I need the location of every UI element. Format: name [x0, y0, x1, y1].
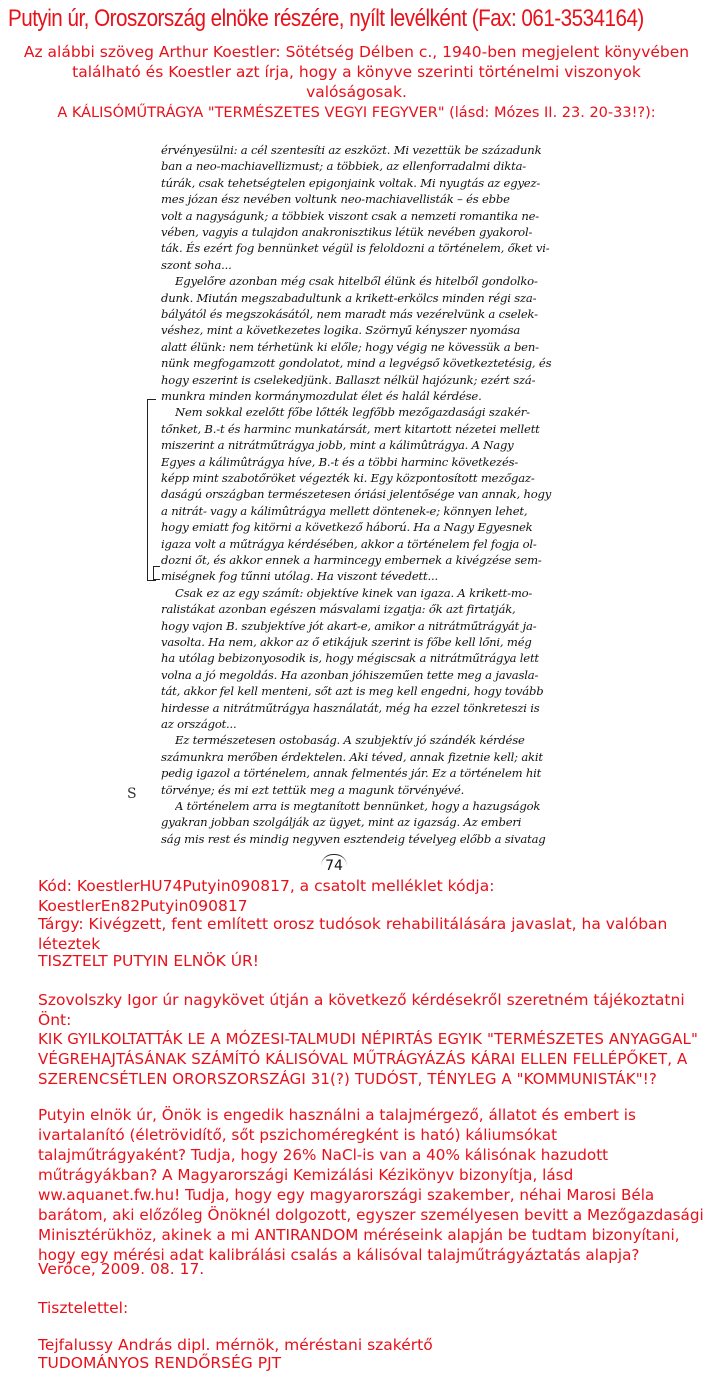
- scan-text-line: ha utólag bebizonyosodik is, hogy mégiscsak a nitrátműtrágya lett: [161, 651, 539, 666]
- scan-text-line: vasolta. Ha nem, akkor az ő etikájuk szerint is főbe kell lőni, még: [161, 635, 532, 649]
- closing: Tisztelettel:: [38, 1299, 129, 1317]
- question-paragraph: KIK GYILKOLTATTÁK LE A MÓZESI-TALMUDI NÉPIRTÁS EGYIK "TERMÉSZETES ANYAGGAL" VÉGREHAJTÁSÁNAK SZÁMÍTÓ KÁLISÓVAL MŰTRÁGYÁZÁS KÁRAI ELLEN FELLÉPŐKET, A SZERENCSÉTLEN ORORSZORSZÁGI 31(?) TUDÓST, TÉNYLEG A "KOMMUNISTÁK"!?: [38, 1030, 698, 1088]
- scan-text-line: hirdesse a nitrátműtrágya használatát, még ha ezzel tönkreteszi is: [161, 700, 540, 715]
- letter-title: Putyin úr, Oroszország elnöke részére, nyílt levélként (Fax: 061-3534164): [8, 5, 644, 32]
- margin-bracket-mark: [153, 566, 160, 580]
- salutation: TISZTELT PUTYIN ELNÖK ÚR!: [38, 952, 260, 970]
- subject-line: Tárgy: Kivégzett, fent említett orosz tudósok rehabilitálására javaslat, ha valóban léteztek: [38, 915, 668, 953]
- scan-text-line: nünk megfogamzott gondolatot, mind a legvégső következtetésig, és: [161, 356, 552, 371]
- scan-text-line: dozni őt, és akkor ennek a harmincegy embernek a kivégzése sem-: [161, 553, 542, 567]
- scan-text-line: szont soha...: [161, 257, 232, 272]
- scan-text-line: pedig igazol a történelem, annak felmentés jár. Ez a történelem hit: [161, 766, 542, 781]
- intro-text: Az alábbi szöveg Arthur Koestler: Sötétség Délben c., 1940-ben megjelent könyvében található és Koestler azt írja, hogy a könyve szerinti történelmi viszonyok valóságosak.: [23, 43, 690, 101]
- scan-text-line: mes józan ész nevében voltunk neo-machiavellisták – és ebbe: [161, 192, 510, 207]
- code-line: Kód: KoestlerHU74Putyin090817, a csatolt melléklet kódja: KoestlerEn82Putyin090817: [38, 877, 495, 915]
- signature-org: TUDOMÁNYOS RENDŐRSÉG PJT: [38, 1354, 282, 1372]
- scan-text-line: daságú országban természetesen óriási jelentősége van annak, hogy: [161, 487, 552, 502]
- scan-text-line: Egyelőre azonban még csak hitelből élünk és hitelből gondolko-: [175, 274, 538, 289]
- scan-text-line: miszerint a nitrátműtrágya jobb, mint a kálimûtrágya. A Nagy: [161, 438, 514, 453]
- scan-text-line: gyakran jobban szolgálják az ügyet, mint az igazság. Az emberi: [161, 815, 522, 830]
- scan-text-line: dunk. Miután megszabadultunk a krikett-erkölcs minden régi sza-: [161, 290, 537, 305]
- scan-text-line: hogy eszerint is cselekedjünk. Ballaszt nélkül hajózunk; ezért szá-: [161, 372, 536, 387]
- signature-name: Tejfalussy András dipl. mérnök, méréstani szakértő: [38, 1336, 433, 1354]
- scan-text-line: túrák, csak tehetségtelen epigonjaink voltak. Mi nyugtás az egyez-: [161, 175, 541, 190]
- place-date: Verőce, 2009. 08. 17.: [38, 1260, 205, 1278]
- scan-text-line: miségnek fog tűnni utólag. Ha viszont tévedett...: [161, 569, 438, 584]
- subheading: A KÁLISÓMŰTRÁGYA "TERMÉSZETES VEGYI FEGYVER" (lásd: Mózes II. 23. 20-33!?):: [57, 105, 656, 121]
- scan-text-line: alatt élünk: nem térhetünk ki előle; hogy végig ne kövessük a ben-: [161, 339, 539, 354]
- margin-bracket-mark: [147, 399, 156, 581]
- scan-text-line: Ez természetesen ostobaság. A szubjektív jó szándék kérdése: [175, 733, 525, 748]
- scan-text-line: Nem sokkal ezelőtt főbe lőtték legfőbb mezőgazdasági szakér-: [175, 405, 530, 420]
- scan-text-line: munkra minden kormánymozdulat élet és halál kérdése.: [161, 389, 482, 403]
- scan-text-line: a nitrát- vagy a kálimûtrágya mellett döntenek-e; könnyen lehet,: [161, 503, 528, 518]
- scan-text-line: A történelem arra is megtanított bennünket, hogy a hazugságok: [175, 799, 541, 813]
- scan-text-line: tát, akkor fel kell menteni, sőt azt is meg kell engedni, hogy tovább: [161, 684, 544, 699]
- body-paragraph: Putyin elnök úr, Önök is engedik használni a talajmérgező, állatot és embert is ivartalanító (életrövidítő, sőt pszichoméregként is ható) káliumsókat talajműtrágyaként? Tudja, hogy 26% NaCl-is van a 40% kálisónak hazudott műtrágyákban? A Magyarországi Kemizálási Kézikönyv bizonyítja, lásd ww.aquanet.fw.hu! Tudja, hogy egy magyarországi szakember, néhai Marosi Béla barátom, aki előzőleg Önöknél dolgozott, egyszer személyesen bevitt a Mezőgazdasági Minisztérükhöz, akinek a mi ANTIRANDOM méréseink alapján be tudtam bizonyítani, hogy egy mérési adat kalibrálási csalás a kálisóval talajműtrágyáztatás alapja?: [38, 1106, 704, 1264]
- page-number: 74: [321, 854, 347, 877]
- scan-text-line: képp mint szabotőröket végezték ki. Egy központosított mezőgaz-: [161, 471, 535, 485]
- scan-text-line: bályától és megszokásától, nem maradt más vezérelvünk a cselek-: [161, 307, 538, 321]
- scan-text-line: Egyes a kálimûtrágya híve, B.-t és a többi harminc következés-: [161, 454, 519, 469]
- scan-text-line: törvénye; és mi ezt tettük meg a magunk törvényévé.: [161, 782, 465, 797]
- scan-text-line: számunkra merőben érdektelen. Aki téved, annak fizetnie kell; akit: [161, 749, 543, 764]
- intro-line: Szovolszky Igor úr nagykövet útján a következő kérdésekről szeretném tájékoztatni Önt:: [38, 991, 685, 1029]
- margin-scribble: S: [127, 786, 137, 802]
- scan-text-line: vében, vagyis a tulajdon anakronisztikus létük nevében gyakorol-: [161, 225, 533, 239]
- scan-text-line: tőnket, B.-t és harminc munkatársát, mert kitartott nézetei mellett: [161, 421, 540, 436]
- scanned-book-page: [125, 126, 585, 876]
- scan-text-line: véshez, mint a következetes logika. Szörnyű kényszer nyomása: [161, 323, 521, 338]
- scan-text-line: ság mis rest és mindig negyven esztendeig tévelyeg előbb a sivatag: [161, 831, 546, 846]
- scan-text-line: volt a nagyságunk; a többiek viszont csak a nemzeti romantika ne-: [161, 208, 539, 223]
- scan-text-line: érvényesülni: a cél szentesíti az eszközt. Mi vezettük be századunk: [161, 143, 542, 157]
- scan-text-line: volna a jó megoldás. Ha azonban jóhiszeműen tette meg a javasla-: [161, 667, 539, 682]
- scan-text-line: igaza volt a műtrágya kérdésében, akkor a történelem fel fogja ol-: [161, 536, 537, 551]
- scan-text-line: Csak ez az egy számít: objektíve kinek van igaza. A krikett-mo-: [175, 585, 533, 600]
- scan-text-line: hogy emiatt fog kitörni a következő háború. Ha a Nagy Egyesnek: [161, 520, 533, 535]
- scan-text-line: az országot...: [161, 717, 237, 731]
- scan-text-line: ralistákat azonban egészen másvalami izgatja: ők azt firtatják,: [161, 602, 516, 617]
- scan-text-line: hogy vajon B. szubjektíve jót akart-e, amikor a nitrátműtrágyát ja-: [161, 618, 537, 633]
- scan-text-line: ban a neo-machiavellizmust; a többiek, az ellenforradalmi dikta-: [161, 159, 526, 174]
- scan-text-line: ták. És ezért fog bennünket végül is feloldozni a történelem, őket vi-: [161, 241, 550, 256]
